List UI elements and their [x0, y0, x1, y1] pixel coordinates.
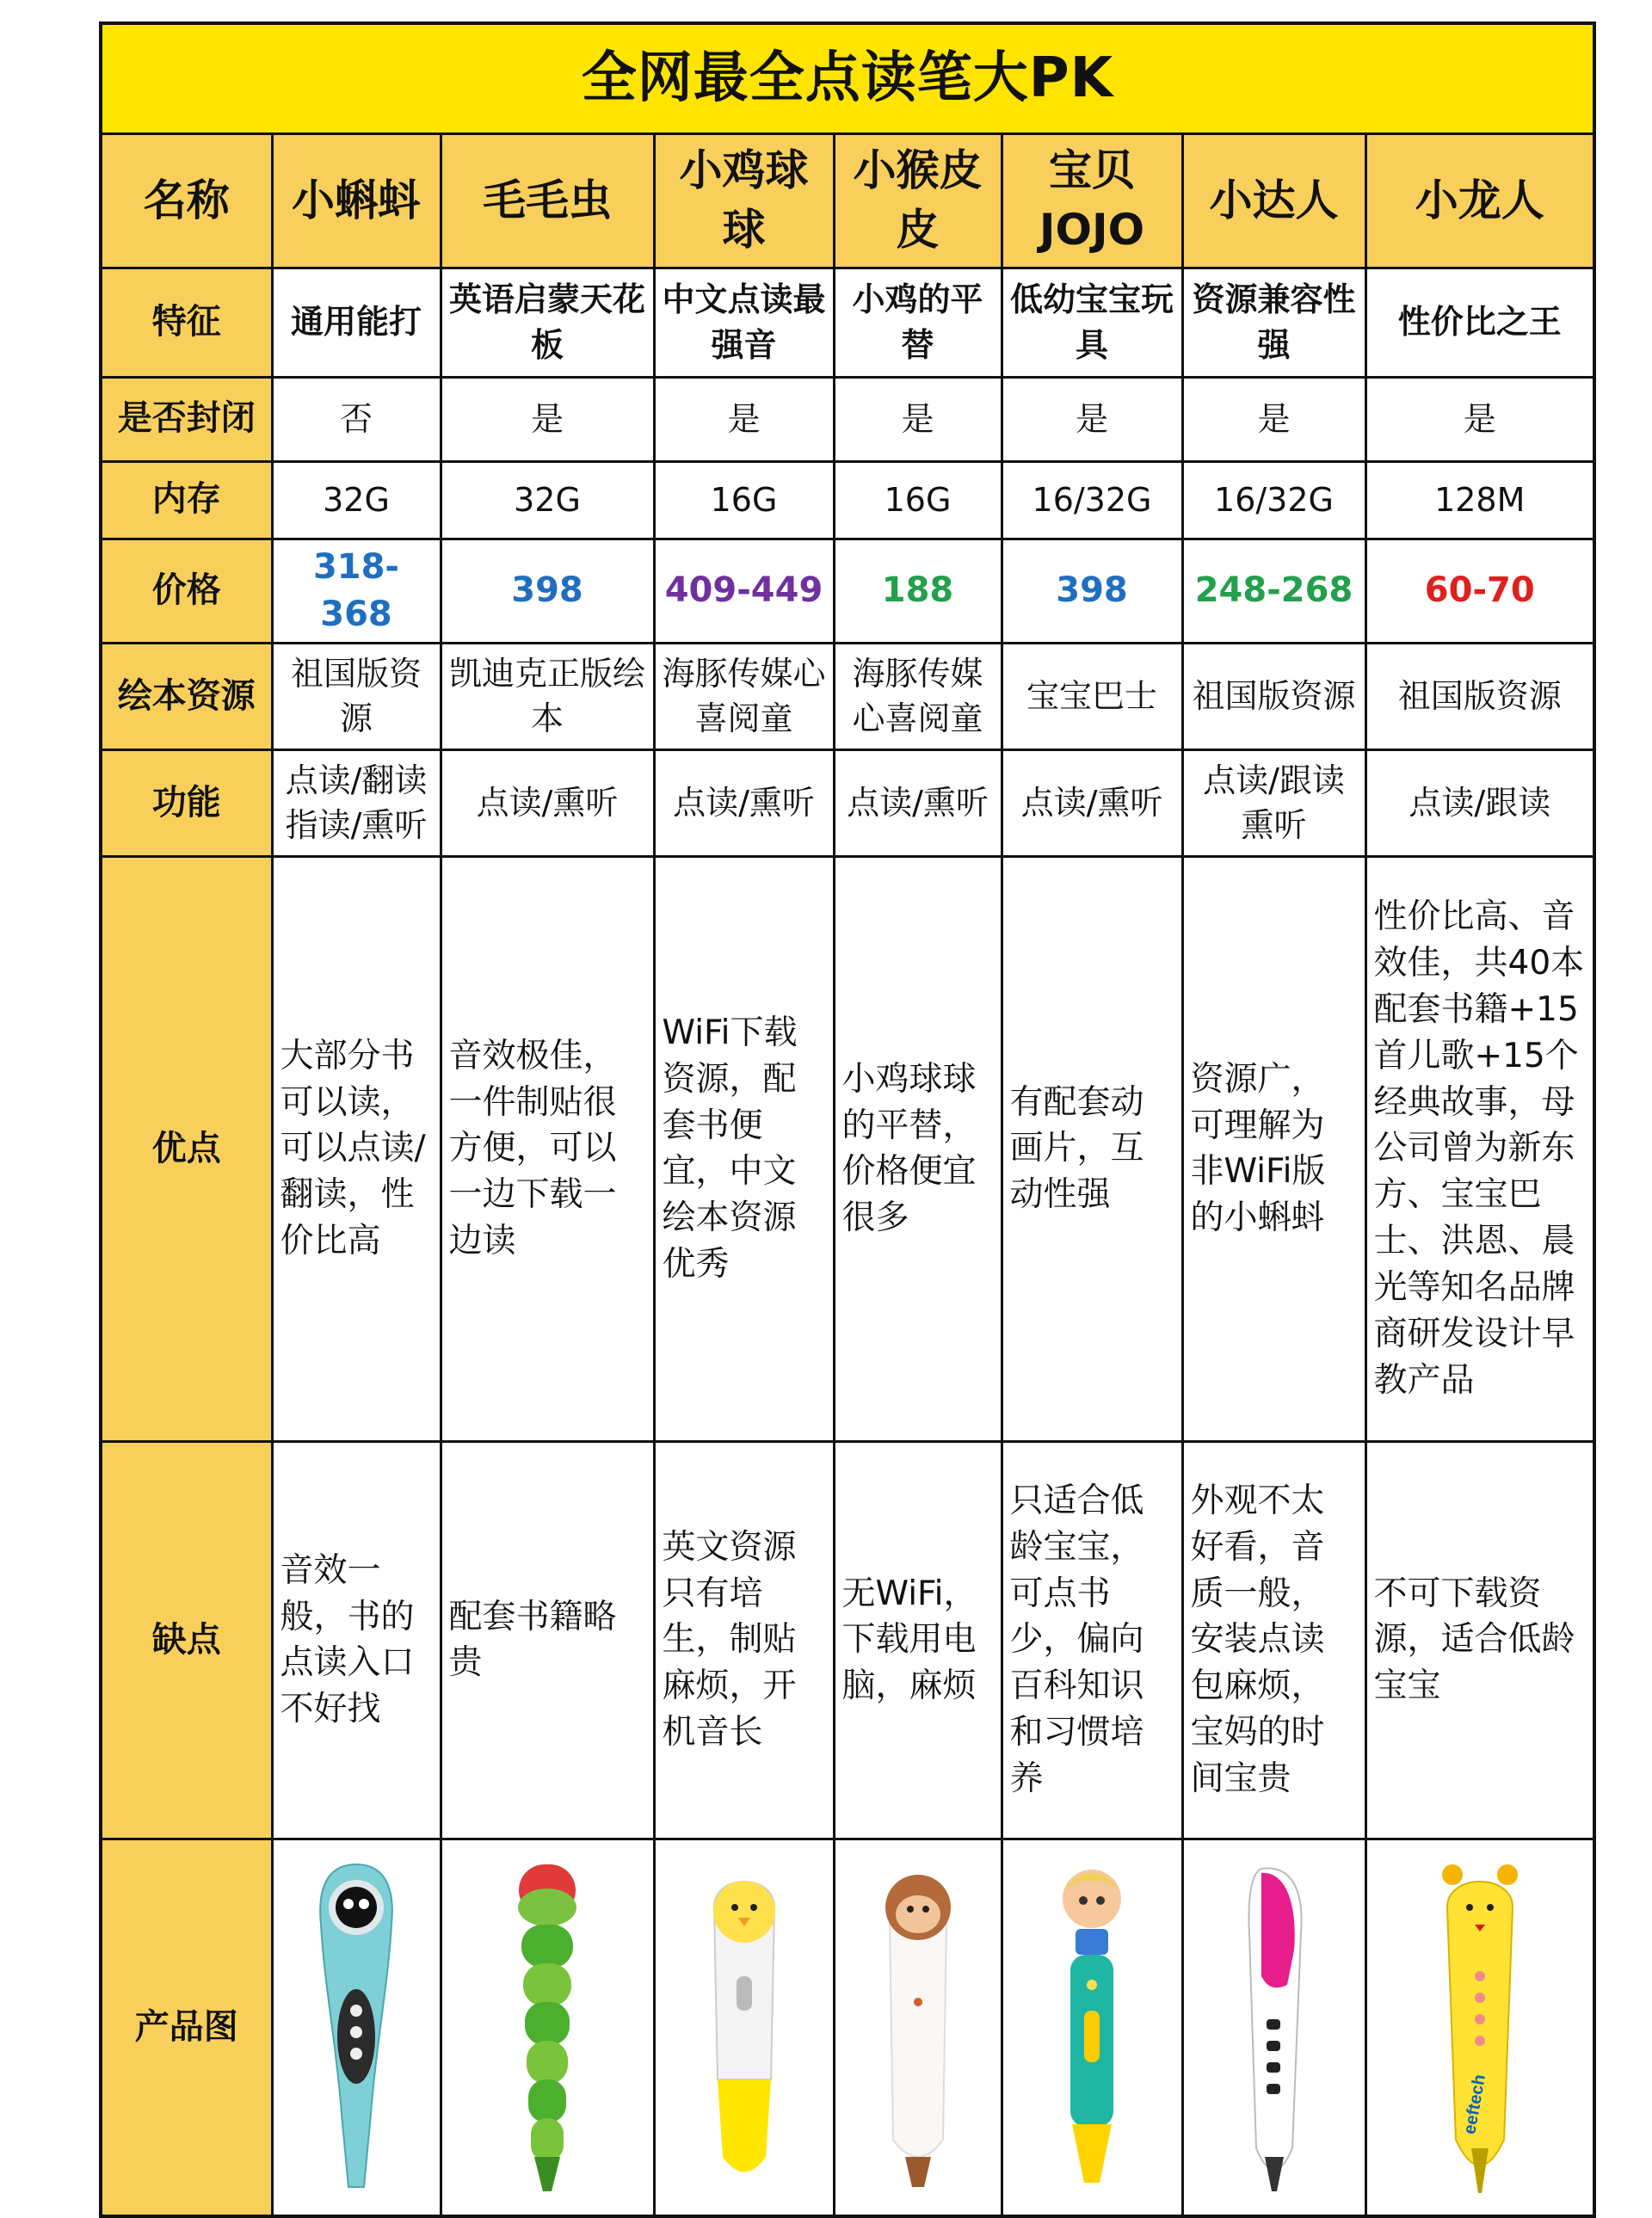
memory-cell: 16G: [834, 461, 1002, 539]
closed-cell: 是: [1365, 377, 1594, 461]
books-cell: 宝宝巴士: [1002, 643, 1182, 749]
pros-cell: 大部分书可以读，可以点读/翻读，性价比高: [272, 856, 441, 1441]
cons-cell: 外观不太好看，音质一般，安装点读包麻烦，宝妈的时间宝贵: [1182, 1441, 1365, 1839]
dragon-pen-icon: [1428, 1856, 1532, 2200]
price-cell: 188: [834, 539, 1002, 643]
page-title: 全网最全点读笔大PK: [101, 23, 1594, 133]
books-cell: 海豚传媒心喜阅童: [654, 643, 834, 749]
product-name: 小蝌蚪: [272, 133, 441, 268]
feature-cell: 低幼宝宝玩具: [1002, 268, 1182, 377]
closed-cell: 是: [1182, 377, 1365, 461]
row-label-feature: 特征: [101, 268, 272, 377]
product-image-cell: [1365, 1839, 1594, 2216]
function-cell: 点读/跟读: [1365, 749, 1594, 856]
price-cell: 398: [1002, 539, 1182, 643]
pros-cell: WiFi下载资源，配套书便宜，中文绘本资源优秀: [654, 856, 834, 1441]
memory-cell: 16/32G: [1002, 461, 1182, 539]
memory-cell: 16G: [654, 461, 834, 539]
price-cell: 60-70: [1365, 539, 1594, 643]
cons-cell: 不可下载资源，适合低龄宝宝: [1365, 1441, 1594, 1839]
product-name: 小达人: [1182, 133, 1365, 268]
product-name: 小龙人: [1365, 133, 1594, 268]
cons-cell: 只适合低龄宝宝，可点书少，偏向百科知识和习惯培养: [1002, 1441, 1182, 1839]
closed-cell: 是: [441, 377, 654, 461]
product-image-cell: [441, 1839, 654, 2216]
cons-cell: 音效一般，书的点读入口不好找: [272, 1441, 441, 1839]
pros-cell: 有配套动画片，互动性强: [1002, 856, 1182, 1441]
function-cell: 点读/跟读熏听: [1182, 749, 1365, 856]
closed-cell: 是: [834, 377, 1002, 461]
row-label-name: 名称: [101, 133, 272, 268]
row-label-image: 产品图: [101, 1839, 272, 2216]
chick-pen-icon: [697, 1856, 792, 2200]
function-cell: 点读/熏听: [1002, 749, 1182, 856]
function-cell: 点读/翻读指读/熏听: [272, 749, 441, 856]
books-cell: 祖国版资源: [1365, 643, 1594, 749]
function-cell: 点读/熏听: [654, 749, 834, 856]
row-label-closed: 是否封闭: [101, 377, 272, 461]
cons-cell: 无WiFi，下载用电脑，麻烦: [834, 1441, 1002, 1839]
row-label-pros: 优点: [101, 856, 272, 1441]
jojo-pen-icon: [1045, 1856, 1139, 2200]
memory-cell: 128M: [1365, 461, 1594, 539]
product-image-cell: [834, 1839, 1002, 2216]
books-cell: 祖国版资源: [1182, 643, 1365, 749]
books-cell: 祖国版资源: [272, 643, 441, 749]
price-cell: 398: [441, 539, 654, 643]
row-label-memory: 内存: [101, 461, 272, 539]
closed-cell: 是: [654, 377, 834, 461]
product-image-cell: [272, 1839, 441, 2216]
pros-cell: 性价比高、音效佳，共40本配套书籍+15首儿歌+15个经典故事，母公司曾为新东方、宝宝巴士、洪恩、晨光等知名品牌商研发设计早教产品: [1365, 856, 1594, 1441]
pros-cell: 音效极佳，一件制贴很方便，可以一边下载一边读: [441, 856, 654, 1441]
product-name: 宝贝JOJO: [1002, 133, 1182, 268]
feature-cell: 通用能打: [272, 268, 441, 377]
row-label-cons: 缺点: [101, 1441, 272, 1839]
row-label-function: 功能: [101, 749, 272, 856]
cons-cell: 英文资源只有培生，制贴麻烦，开机音长: [654, 1441, 834, 1839]
caterpillar-pen-icon: [500, 1856, 595, 2200]
feature-cell: 中文点读最强音: [654, 268, 834, 377]
memory-cell: 16/32G: [1182, 461, 1365, 539]
dolphin-pen-icon: [1227, 1856, 1322, 2200]
books-cell: 凯迪克正版绘本: [441, 643, 654, 749]
pros-cell: 小鸡球球的平替，价格便宜很多: [834, 856, 1002, 1441]
price-cell: 409-449: [654, 539, 834, 643]
row-label-books: 绘本资源: [101, 643, 272, 749]
memory-cell: 32G: [441, 461, 654, 539]
comparison-table: [99, 22, 1596, 2218]
closed-cell: 是: [1002, 377, 1182, 461]
memory-cell: 32G: [272, 461, 441, 539]
product-image-cell: [654, 1839, 834, 2216]
price-cell: 248-268: [1182, 539, 1365, 643]
function-cell: 点读/熏听: [441, 749, 654, 856]
brand-logo-text: eeftech: [1459, 2073, 1489, 2135]
monkey-pen-icon: [871, 1856, 965, 2200]
feature-cell: 性价比之王: [1365, 268, 1594, 377]
product-image-cell: [1182, 1839, 1365, 2216]
books-cell: 海豚传媒心喜阅童: [834, 643, 1002, 749]
closed-cell: 否: [272, 377, 441, 461]
tadpole-pen-icon: [309, 1856, 404, 2200]
row-label-price: 价格: [101, 539, 272, 643]
pros-cell: 资源广，可理解为非WiFi版的小蝌蚪: [1182, 856, 1365, 1441]
feature-cell: 小鸡的平替: [834, 268, 1002, 377]
function-cell: 点读/熏听: [834, 749, 1002, 856]
price-cell: 318-368: [272, 539, 441, 643]
product-name: 毛毛虫: [441, 133, 654, 268]
product-name: 小鸡球球: [654, 133, 834, 268]
product-name: 小猴皮皮: [834, 133, 1002, 268]
feature-cell: 资源兼容性强: [1182, 268, 1365, 377]
feature-cell: 英语启蒙天花板: [441, 268, 654, 377]
cons-cell: 配套书籍略贵: [441, 1441, 654, 1839]
product-image-cell: [1002, 1839, 1182, 2216]
